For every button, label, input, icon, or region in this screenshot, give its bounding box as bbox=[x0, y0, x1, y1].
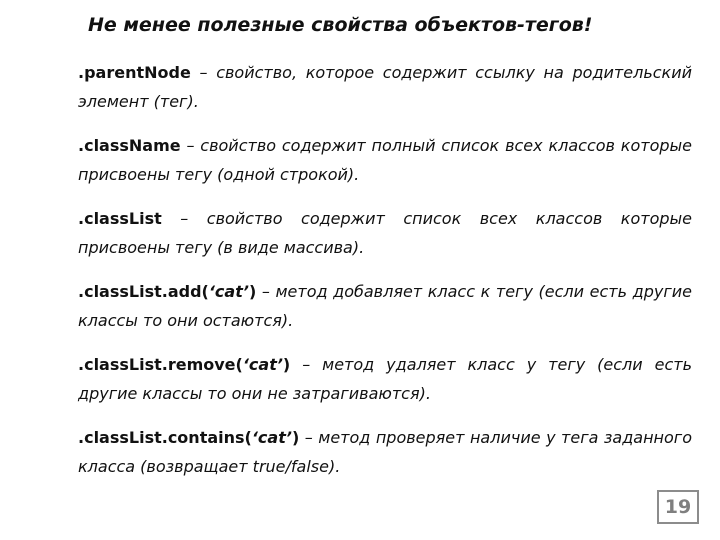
method-name-start: .classList.remove( bbox=[78, 355, 243, 374]
list-item-classlist-contains bbox=[78, 423, 692, 481]
method-name-start: .classList.add( bbox=[78, 282, 209, 301]
list-item-classname bbox=[78, 131, 692, 189]
page-number-badge: 19 bbox=[657, 490, 699, 524]
method-argument: ‘cat’ bbox=[251, 428, 292, 447]
property-description: – свойство содержит список всех классов которые присвоены тегу (в виде массива). bbox=[78, 209, 692, 257]
property-description: – свойство содержит полный список всех классов которые присвоены тегу (одной строкой). bbox=[78, 136, 692, 184]
list-item-classlist-remove bbox=[78, 350, 692, 408]
method-argument: ‘cat’ bbox=[242, 355, 283, 374]
method-description: – метод удаляет класс у тегу (если есть другие классы то они не затрагиваются). bbox=[78, 355, 692, 403]
method-name-start: .classList.contains( bbox=[78, 428, 252, 447]
method-name bbox=[78, 355, 290, 374]
method-description: – метод проверяет наличие у тега заданного класса (возвращает true/false). bbox=[78, 428, 692, 476]
property-list bbox=[78, 58, 692, 496]
method-name-end: ) bbox=[282, 355, 291, 374]
method-argument: ‘cat’ bbox=[208, 282, 249, 301]
property-name: .classList bbox=[78, 209, 162, 228]
slide-title: Не менее полезные свойства объектов-тегов! bbox=[88, 14, 593, 36]
list-item-classlist-add bbox=[78, 277, 692, 335]
property-name: .parentNode bbox=[78, 63, 191, 82]
property-name: .className bbox=[78, 136, 181, 155]
property-description: – свойство, которое содержит ссылку на родительский элемент (тег). bbox=[78, 63, 692, 111]
method-name-end: ) bbox=[248, 282, 257, 301]
list-item-classlist bbox=[78, 204, 692, 262]
method-name bbox=[78, 428, 299, 447]
method-name-end: ) bbox=[291, 428, 300, 447]
list-item-parentnode bbox=[78, 58, 692, 116]
method-name bbox=[78, 282, 256, 301]
method-description: – метод добавляет класс к тегу (если есть другие классы то они остаются). bbox=[78, 282, 692, 330]
